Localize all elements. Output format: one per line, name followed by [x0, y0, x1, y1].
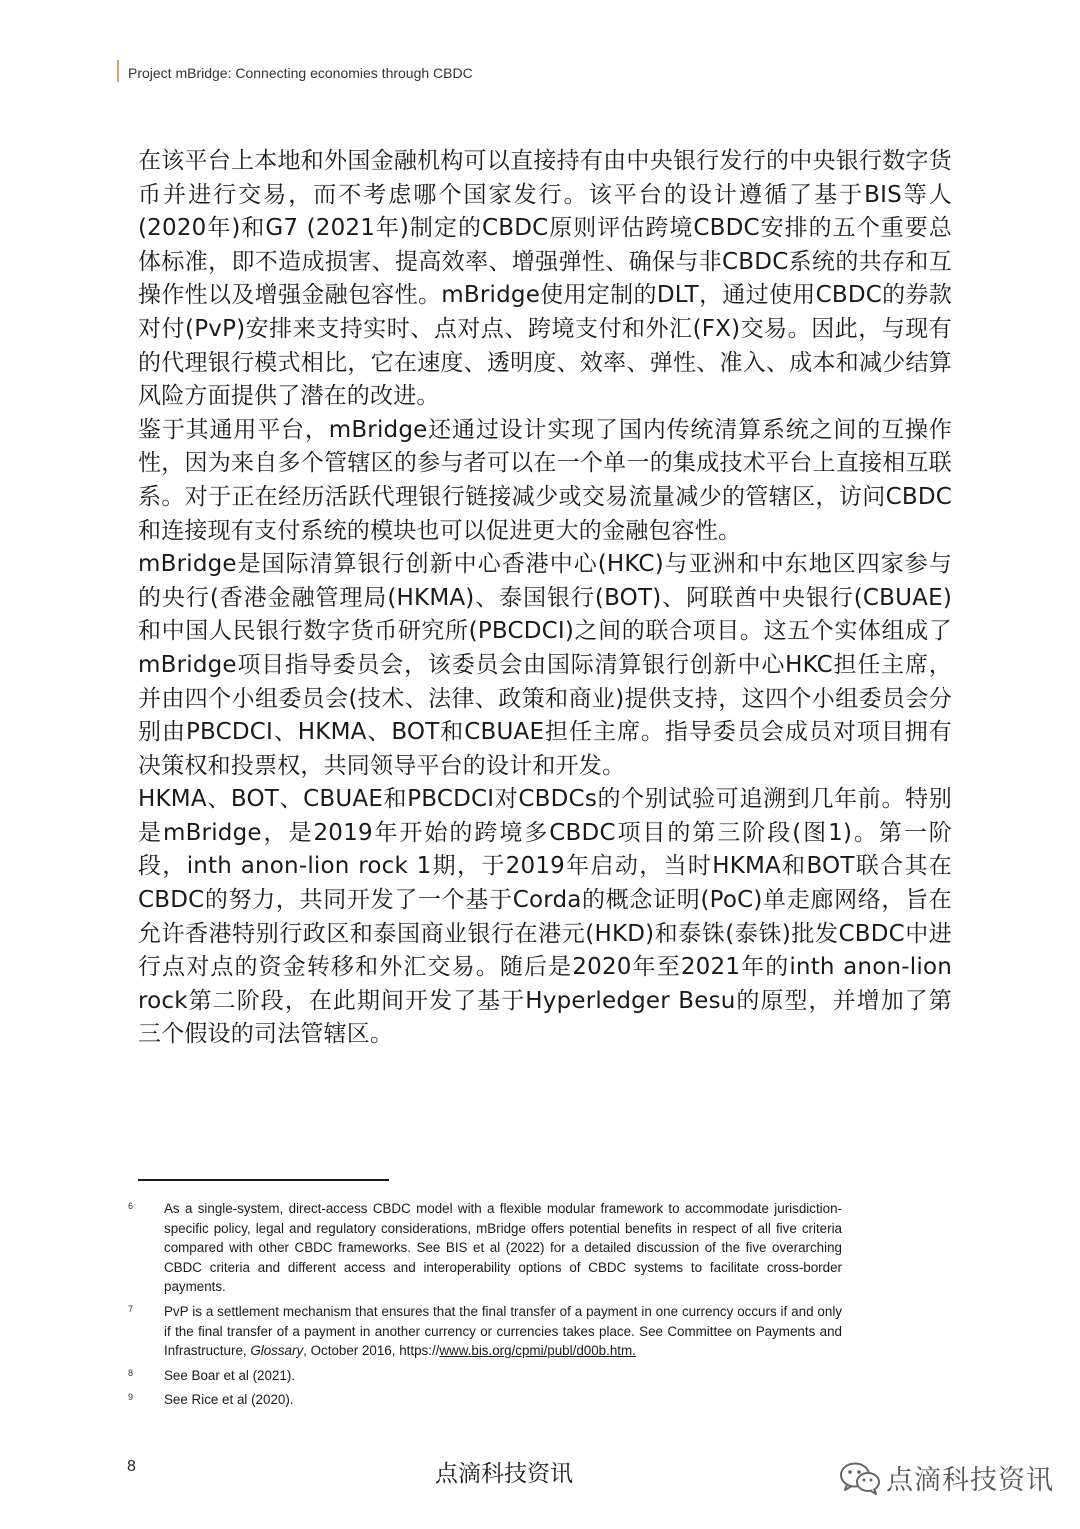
footnotes: [128, 1199, 842, 1415]
page-number: 8: [127, 1458, 136, 1475]
footnote-text: See Rice et al (2020).: [164, 1392, 294, 1408]
body-text: [138, 145, 952, 1052]
watermark-text: 点滴科技资讯: [886, 1465, 1054, 1496]
footnote-number: 8: [128, 1367, 134, 1378]
footnote-text: As a single-system, direct-access CBDC model with a flexible modular framework to accommodate jurisdiction-specific policy, legal and regulatory considerations, mBridge offers potential benefits in respect of all five criteria compared with other CBDC frameworks. See BIS et al (2022) for a detailed discussion of the five overarching CBDC criteria and different access and interoperability options of CBDC systems to facilitate cross-border payments.: [164, 1201, 842, 1295]
running-header: [117, 60, 473, 82]
footnote: [128, 1366, 842, 1386]
footnote: [128, 1302, 842, 1361]
footnote-text: [164, 1302, 842, 1361]
footnote-separator: [138, 1179, 389, 1181]
footnote: [128, 1199, 842, 1297]
footer-source: 点滴科技资讯: [435, 1461, 573, 1487]
paragraph: HKMA、BOT、CBUAE和PBCDCI对CBDCs的个别试验可追溯到几年前。特别是mBridge，是2019年开始的跨境多CBDC项目的第三阶段(图1)。第一阶段，inth anon-lion rock 1期，于2019年启动，当时HKMA和BOT联合其在CBDC的努力，共同开发了一个基于Corda的概念证明(PoC)单走廊网络，旨在允许香港特别行政区和泰国商业银行在港元(HKD)和泰铢(泰铢)批发CBDC中进行点对点的资金转移和外汇交易。随后是2020年至2021年的inth anon-lion rock第二阶段，在此期间开发了基于Hyperledger Besu的原型，并增加了第三个假设的司法管辖区。: [138, 786, 952, 1048]
footnote-number: 9: [128, 1392, 134, 1403]
wechat-icon: [838, 1460, 882, 1496]
paragraph: mBridge是国际清算银行创新中心香港中心(HKC)与亚洲和中东地区四家参与的央行(香港金融管理局(HKMA)、泰国银行(BOT)、阿联酋中央银行(CBUAE)和中国人民银行数字货币研究所(PBCDCI)之间的联合项目。这五个实体组成了mBridge项目指导委员会，该委员会由国际清算银行创新中心HKC担任主席，并由四个小组委员会(技术、法律、政策和商业)提供支持，这四个小组委员会分别由PBCDCI、HKMA、BOT和CBUAE担任主席。指导委员会成员对项目拥有决策权和投票权，共同领导平台的设计和开发。: [138, 551, 952, 779]
footnote-italic: Glossary: [250, 1343, 304, 1359]
paragraph: 在该平台上本地和外国金融机构可以直接持有由中央银行发行的中央银行数字货币并进行交易，而不考虑哪个国家发行。该平台的设计遵循了基于BIS等人(2020年)和G7 (2021年)制定的CBDC原则评估跨境CBDC安排的五个重要总体标准，即不造成损害、提高效率、增强弹性、确保与非CBDC系统的共存和互操作性以及增强金融包容性。mBridge使用定制的DLT，通过使用CBDC的券款对付(PvP)安排来支持实时、点对点、跨境支付和外汇(FX)交易。因此，与现有的代理银行模式相比，它在速度、透明度、效率、弹性、准入、成本和减少结算风险方面提供了潜在的改进。: [138, 148, 952, 410]
footnote-text: See Boar et al (2021).: [164, 1367, 296, 1383]
footnote-text-part: PvP is a settlement mechanism that ensures that the final transfer of a payment in one currency occurs if and only if the final transfer of a payment in another currency or currencies takes place. See Committee on Payments and Infrastructure,: [164, 1303, 842, 1359]
watermark: [838, 1458, 1054, 1497]
footnote-number: 6: [128, 1201, 134, 1211]
footnote-link[interactable]: www.bis.org/cpmi/publ/d00b.htm.: [439, 1343, 636, 1359]
footnote-text-part: , October 2016, https://: [303, 1343, 440, 1359]
footnote-number: 7: [128, 1303, 134, 1314]
footnote: [128, 1390, 842, 1410]
header-title: Project mBridge: Connecting economies through CBDC: [128, 65, 473, 81]
paragraph: 鉴于其通用平台，mBridge还通过设计实现了国内传统清算系统之间的互操作性，因为来自多个管辖区的参与者可以在一个单一的集成技术平台上直接相互联系。对于正在经历活跃代理银行链接减少或交易流量减少的管辖区，访问CBDC和连接现有支付系统的模块也可以促进更大的金融包容性。: [138, 416, 952, 544]
